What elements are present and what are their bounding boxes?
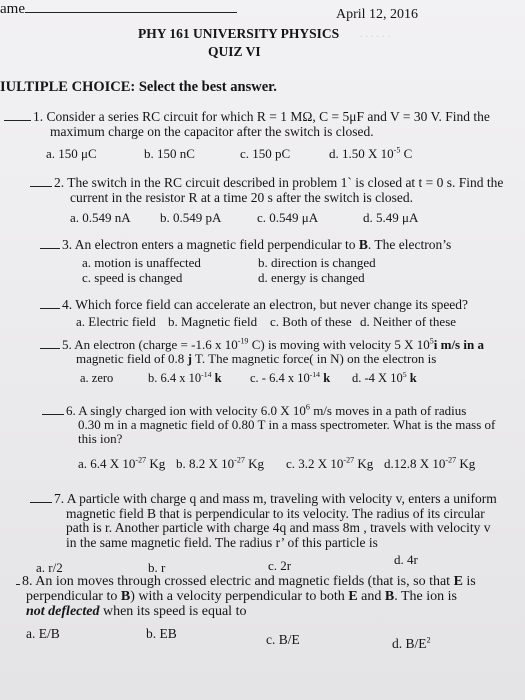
question-3: 3. An electron enters a magnetic field perpendicular to B. The electron’s xyxy=(40,238,451,253)
question-number: 8. xyxy=(22,574,33,589)
question-text: An electron enters a magnetic field perpendicular to xyxy=(74,237,359,252)
question-6: 6. A singly charged ion with velocity 6.0 X $10^6$ m/s moves in a path of radius 0.30 m in a magnetic field of 0.80 T in a mass spectrometer. What is the mass of this ion? xyxy=(42,404,495,446)
question-1 xyxy=(4,110,490,139)
option-d: d. 4r xyxy=(394,552,418,567)
answer-blank-3 xyxy=(40,248,60,249)
name-blank xyxy=(25,12,237,13)
question-number: 6. xyxy=(66,403,76,418)
option-c: c. 3.2 X $10^{-27}$ Kg xyxy=(286,455,374,471)
show-through-text: . . . . . . xyxy=(360,28,391,40)
answer-blank-2 xyxy=(30,186,52,187)
answer-blank-1 xyxy=(4,120,31,121)
quiz-date: April 12, 2016 xyxy=(336,7,419,22)
option-c: c. - 6.4 x $10^{-14}$ k xyxy=(250,369,331,385)
quiz-title: QUIZ VI xyxy=(208,44,261,59)
option-b: b. 6.4 x $10^{-14}$ k xyxy=(148,369,222,385)
question-number: 1. xyxy=(33,109,44,124)
answer-blank-4 xyxy=(40,308,60,309)
option-d: d. $B/E^2$ xyxy=(392,635,431,651)
option-c: c. B/E xyxy=(266,632,300,647)
question-text: Consider a series RC circuit for which R = 1 MΩ, C = 5μF and V = 30 V. Find the xyxy=(46,109,490,124)
option-b: b. EB xyxy=(146,626,177,641)
question-4 xyxy=(40,298,468,313)
question-text: path is r. Another particle with charge 4q and mass 8m , travels with velocity v xyxy=(66,520,491,536)
option-d: d. energy is changed xyxy=(258,270,365,285)
answer-blank-8 xyxy=(16,584,20,585)
question-text: The switch in the RC circuit described in problem 1` is closed at t = 0 s. Find the xyxy=(67,175,504,190)
option-d: d. -4 X $10^5$ k xyxy=(352,369,417,385)
answer-blank-6 xyxy=(42,414,64,415)
question-number: 2. xyxy=(54,175,65,190)
question-text: current in the resistor R at a time 20 s after the switch is closed. xyxy=(70,189,414,205)
option-c: c. 0.549 μA xyxy=(257,210,319,225)
answer-blank-7 xyxy=(30,502,52,503)
question-7 xyxy=(30,492,497,550)
option-d: d. 5.49 μA xyxy=(363,210,419,225)
question-text: in the same magnetic field. The radius r’ of this particle is xyxy=(66,534,378,550)
option-b: b. 150 nC xyxy=(144,146,195,161)
option-b: b. 0.549 pA xyxy=(160,210,222,225)
option-c: c. 150 pC xyxy=(240,146,291,161)
question-text: Which force field can accelerate an electron, but never change its speed? xyxy=(75,297,469,312)
option-c: c. speed is changed xyxy=(82,270,183,285)
option-b: b. r xyxy=(148,560,166,575)
question-text: maximum charge on the capacitor after the switch is closed. xyxy=(50,123,374,139)
option-a: a. r/2 xyxy=(36,560,63,575)
question-text: A particle with charge q and mass m, traveling with velocity v, enters a uniform xyxy=(66,491,497,506)
question-text: 0.30 m in a magnetic field of 0.80 T in a mass spectrometer. What is the mass of xyxy=(78,417,496,433)
question-2 xyxy=(30,176,503,205)
option-a: a. zero xyxy=(80,371,114,385)
option-d: d.12.8 X $10^{-27}$ Kg xyxy=(384,455,476,471)
option-a: a. Electric field xyxy=(76,314,156,329)
option-c: c. Both of these xyxy=(270,314,352,329)
question-number: 3. xyxy=(62,237,73,252)
option-c: c. 2r xyxy=(268,558,292,573)
question-number: 4. xyxy=(62,297,73,312)
question-text: magnetic field B that is perpendicular to its velocity. The radius of its circular xyxy=(66,505,485,521)
option-d: d. 1.50 X $10^{-5}$ C xyxy=(329,145,413,161)
option-b: b. direction is changed xyxy=(258,255,376,270)
question-number: 5. xyxy=(62,337,72,352)
name-label: ame xyxy=(0,2,239,18)
option-d: d. Neither of these xyxy=(360,314,457,329)
option-b: b. 8.2 X $10^{-27}$ Kg xyxy=(176,455,265,471)
option-b: b. Magnetic field xyxy=(168,314,258,329)
option-a: a. 0.549 nA xyxy=(70,210,131,225)
question-8: 8. An ion moves through crossed electric and magnetic fields (that is, so that E is perpendicular to B) with a velocity perpendicular to both E and B. The ion is not deflected when its speed is equal to xyxy=(16,574,476,619)
course-title: PHY 161 UNIVERSITY PHYSICS xyxy=(138,26,340,41)
option-a: a. motion is unaffected xyxy=(82,255,201,270)
question-text: this ion? xyxy=(78,431,123,447)
section-title: IULTIPLE CHOICE: Select the best answer. xyxy=(0,79,277,95)
question-number: 7. xyxy=(54,491,65,506)
question-5: 5. An electron (charge = -1.6 x $10^{-19}$ C) is moving with velocity 5 X $10^5i$ m/s in a magnetic field of 0.8 j T. The magnetic force( in N) on the electron is xyxy=(40,338,484,366)
option-a: a. E/B xyxy=(26,626,60,641)
answer-blank-5 xyxy=(40,348,60,349)
option-a: a. 6.4 X $10^{-27}$ Kg xyxy=(78,455,166,471)
option-a: a. 150 μC xyxy=(46,146,97,161)
